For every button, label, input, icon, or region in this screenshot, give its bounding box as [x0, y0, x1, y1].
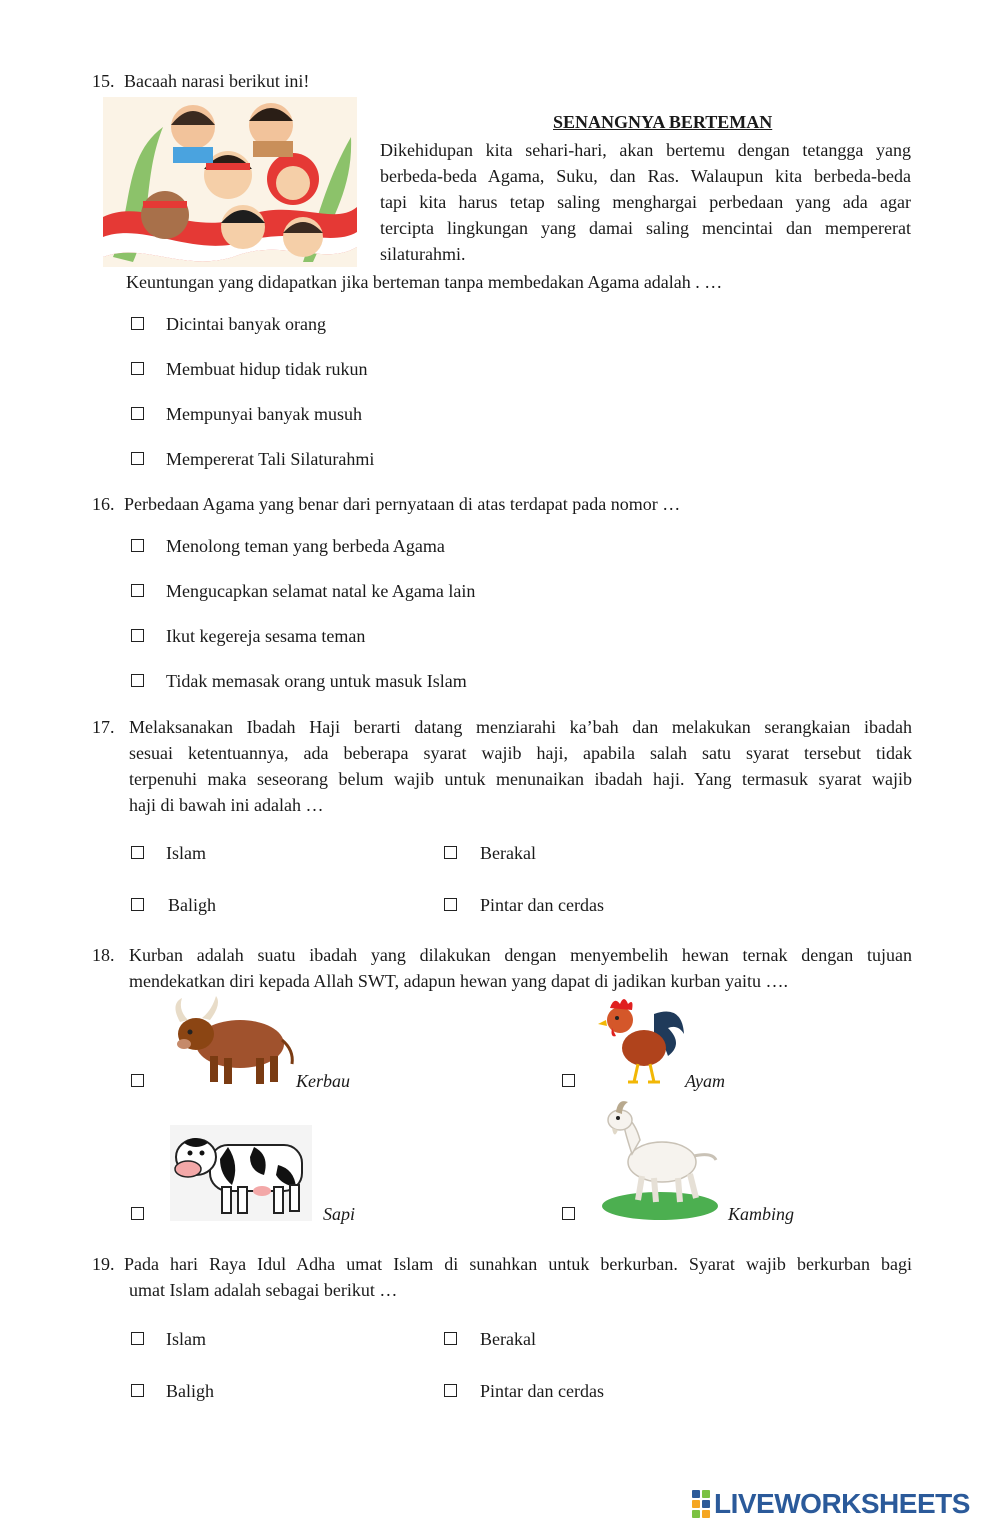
story-line-4: tercipta lingkungan yang damai saling mencintai dan mempererat — [380, 218, 911, 238]
q19-option-2[interactable]: Berakal — [480, 1329, 536, 1349]
q19-option-1[interactable]: Islam — [166, 1329, 206, 1349]
q18-option-3-checkbox[interactable] — [131, 1207, 144, 1220]
q18-line-2: mendekatkan diri kepada Allah SWT, adapun hewan yang dapat di jadikan kurban yaitu …. — [129, 971, 788, 991]
q15-option-4[interactable]: Mempererat Tali Silaturahmi — [166, 449, 375, 469]
q15-option-4-checkbox[interactable] — [131, 452, 144, 465]
q17-number: 17. — [92, 717, 115, 737]
q16-option-1[interactable]: Menolong teman yang berbeda Agama — [166, 536, 445, 556]
logo-grid-icon — [692, 1490, 710, 1518]
q17-option-3[interactable]: Baligh — [168, 895, 216, 915]
q16-option-4[interactable]: Tidak memasak orang untuk masuk Islam — [166, 671, 467, 691]
diverse-children-illustration — [103, 97, 357, 267]
story-line-1: Dikehidupan kita sehari-hari, akan bertemu dengan tetangga yang — [380, 140, 911, 160]
liveworksheets-logo[interactable] — [692, 1487, 970, 1521]
story-line-5: silaturahmi. — [380, 244, 466, 264]
q15-option-3[interactable]: Mempunyai banyak musuh — [166, 404, 362, 424]
q19-line-2: umat Islam adalah sebagai berikut … — [129, 1280, 398, 1300]
q18-number: 18. — [92, 945, 115, 965]
q15-option-2-checkbox[interactable] — [131, 362, 144, 375]
q17-line-1: Melaksanakan Ibadah Haji berarti datang menziarahi ka’bah dan melakukan serangkaian ibadah — [129, 717, 912, 737]
q19-number: 19. — [92, 1254, 115, 1274]
q18-option-4-checkbox[interactable] — [562, 1207, 575, 1220]
q19-line-1: Pada hari Raya Idul Adha umat Islam di sunahkan untuk berkurban. Syarat wajib berkurban bagi — [124, 1254, 912, 1274]
q19-option-3-checkbox[interactable] — [131, 1384, 144, 1397]
rooster-image — [598, 994, 686, 1088]
q16-option-3[interactable]: Ikut kegereja sesama teman — [166, 626, 366, 646]
q16-option-2-checkbox[interactable] — [131, 584, 144, 597]
cow-image — [170, 1125, 312, 1221]
q17-option-4-checkbox[interactable] — [444, 898, 457, 911]
q15-option-1-checkbox[interactable] — [131, 317, 144, 330]
q15-intro: Bacaah narasi berikut ini! — [124, 71, 310, 91]
q17-option-1-checkbox[interactable] — [131, 846, 144, 859]
story-title: SENANGNYA BERTEMAN — [553, 112, 773, 132]
q19-option-4-checkbox[interactable] — [444, 1384, 457, 1397]
q17-option-4[interactable]: Pintar dan cerdas — [480, 895, 604, 915]
q18-option-3[interactable]: Sapi — [323, 1204, 356, 1224]
q15-option-2[interactable]: Membuat hidup tidak rukun — [166, 359, 368, 379]
q19-option-3[interactable]: Baligh — [166, 1381, 214, 1401]
q16-option-3-checkbox[interactable] — [131, 629, 144, 642]
q19-option-1-checkbox[interactable] — [131, 1332, 144, 1345]
q17-option-2-checkbox[interactable] — [444, 846, 457, 859]
q15-option-3-checkbox[interactable] — [131, 407, 144, 420]
q16-number: 16. — [92, 494, 115, 514]
q15-number: 15. — [92, 71, 115, 91]
q17-option-2[interactable]: Berakal — [480, 843, 536, 863]
q17-line-2: sesuai ketentuannya, ada beberapa syarat wajib haji, apabila salah satu syarat tersebut tidak — [129, 743, 912, 763]
q18-option-1[interactable]: Kerbau — [296, 1071, 350, 1091]
q16-option-1-checkbox[interactable] — [131, 539, 144, 552]
q16-option-4-checkbox[interactable] — [131, 674, 144, 687]
q18-option-4[interactable]: Kambing — [728, 1204, 795, 1224]
q19-option-4[interactable]: Pintar dan cerdas — [480, 1381, 604, 1401]
q17-option-3-checkbox[interactable] — [131, 898, 144, 911]
q17-line-3: terpenuhi maka seseorang belum wajib untuk menunaikan ibadah haji. Yang termasuk syarat wajib — [129, 769, 912, 789]
buffalo-image — [168, 994, 298, 1088]
q18-line-1: Kurban adalah suatu ibadah yang dilakukan dengan menyembelih hewan ternak dengan tujuan — [129, 945, 912, 965]
q15-option-1[interactable]: Dicintai banyak orang — [166, 314, 326, 334]
story-line-2: berbeda-beda Agama, Suku, dan Ras. Walaupun kita berbeda-beda — [380, 166, 911, 186]
q18-option-2[interactable]: Ayam — [685, 1071, 725, 1091]
q17-line-4: haji di bawah ini adalah … — [129, 795, 324, 815]
q16-question: Perbedaan Agama yang benar dari pernyataan di atas terdapat pada nomor … — [124, 494, 681, 514]
q17-option-1[interactable]: Islam — [166, 843, 206, 863]
goat-image — [598, 1096, 720, 1222]
q15-question: Keuntungan yang didapatkan jika berteman tanpa membedakan Agama adalah . … — [126, 272, 723, 292]
logo-text: LIVEWORKSHEETS — [714, 1488, 970, 1519]
q18-option-2-checkbox[interactable] — [562, 1074, 575, 1087]
q16-option-2[interactable]: Mengucapkan selamat natal ke Agama lain — [166, 581, 476, 601]
q18-option-1-checkbox[interactable] — [131, 1074, 144, 1087]
story-line-3: tapi kita harus tetap saling menghargai perbedaan yang ada agar — [380, 192, 911, 212]
q19-option-2-checkbox[interactable] — [444, 1332, 457, 1345]
